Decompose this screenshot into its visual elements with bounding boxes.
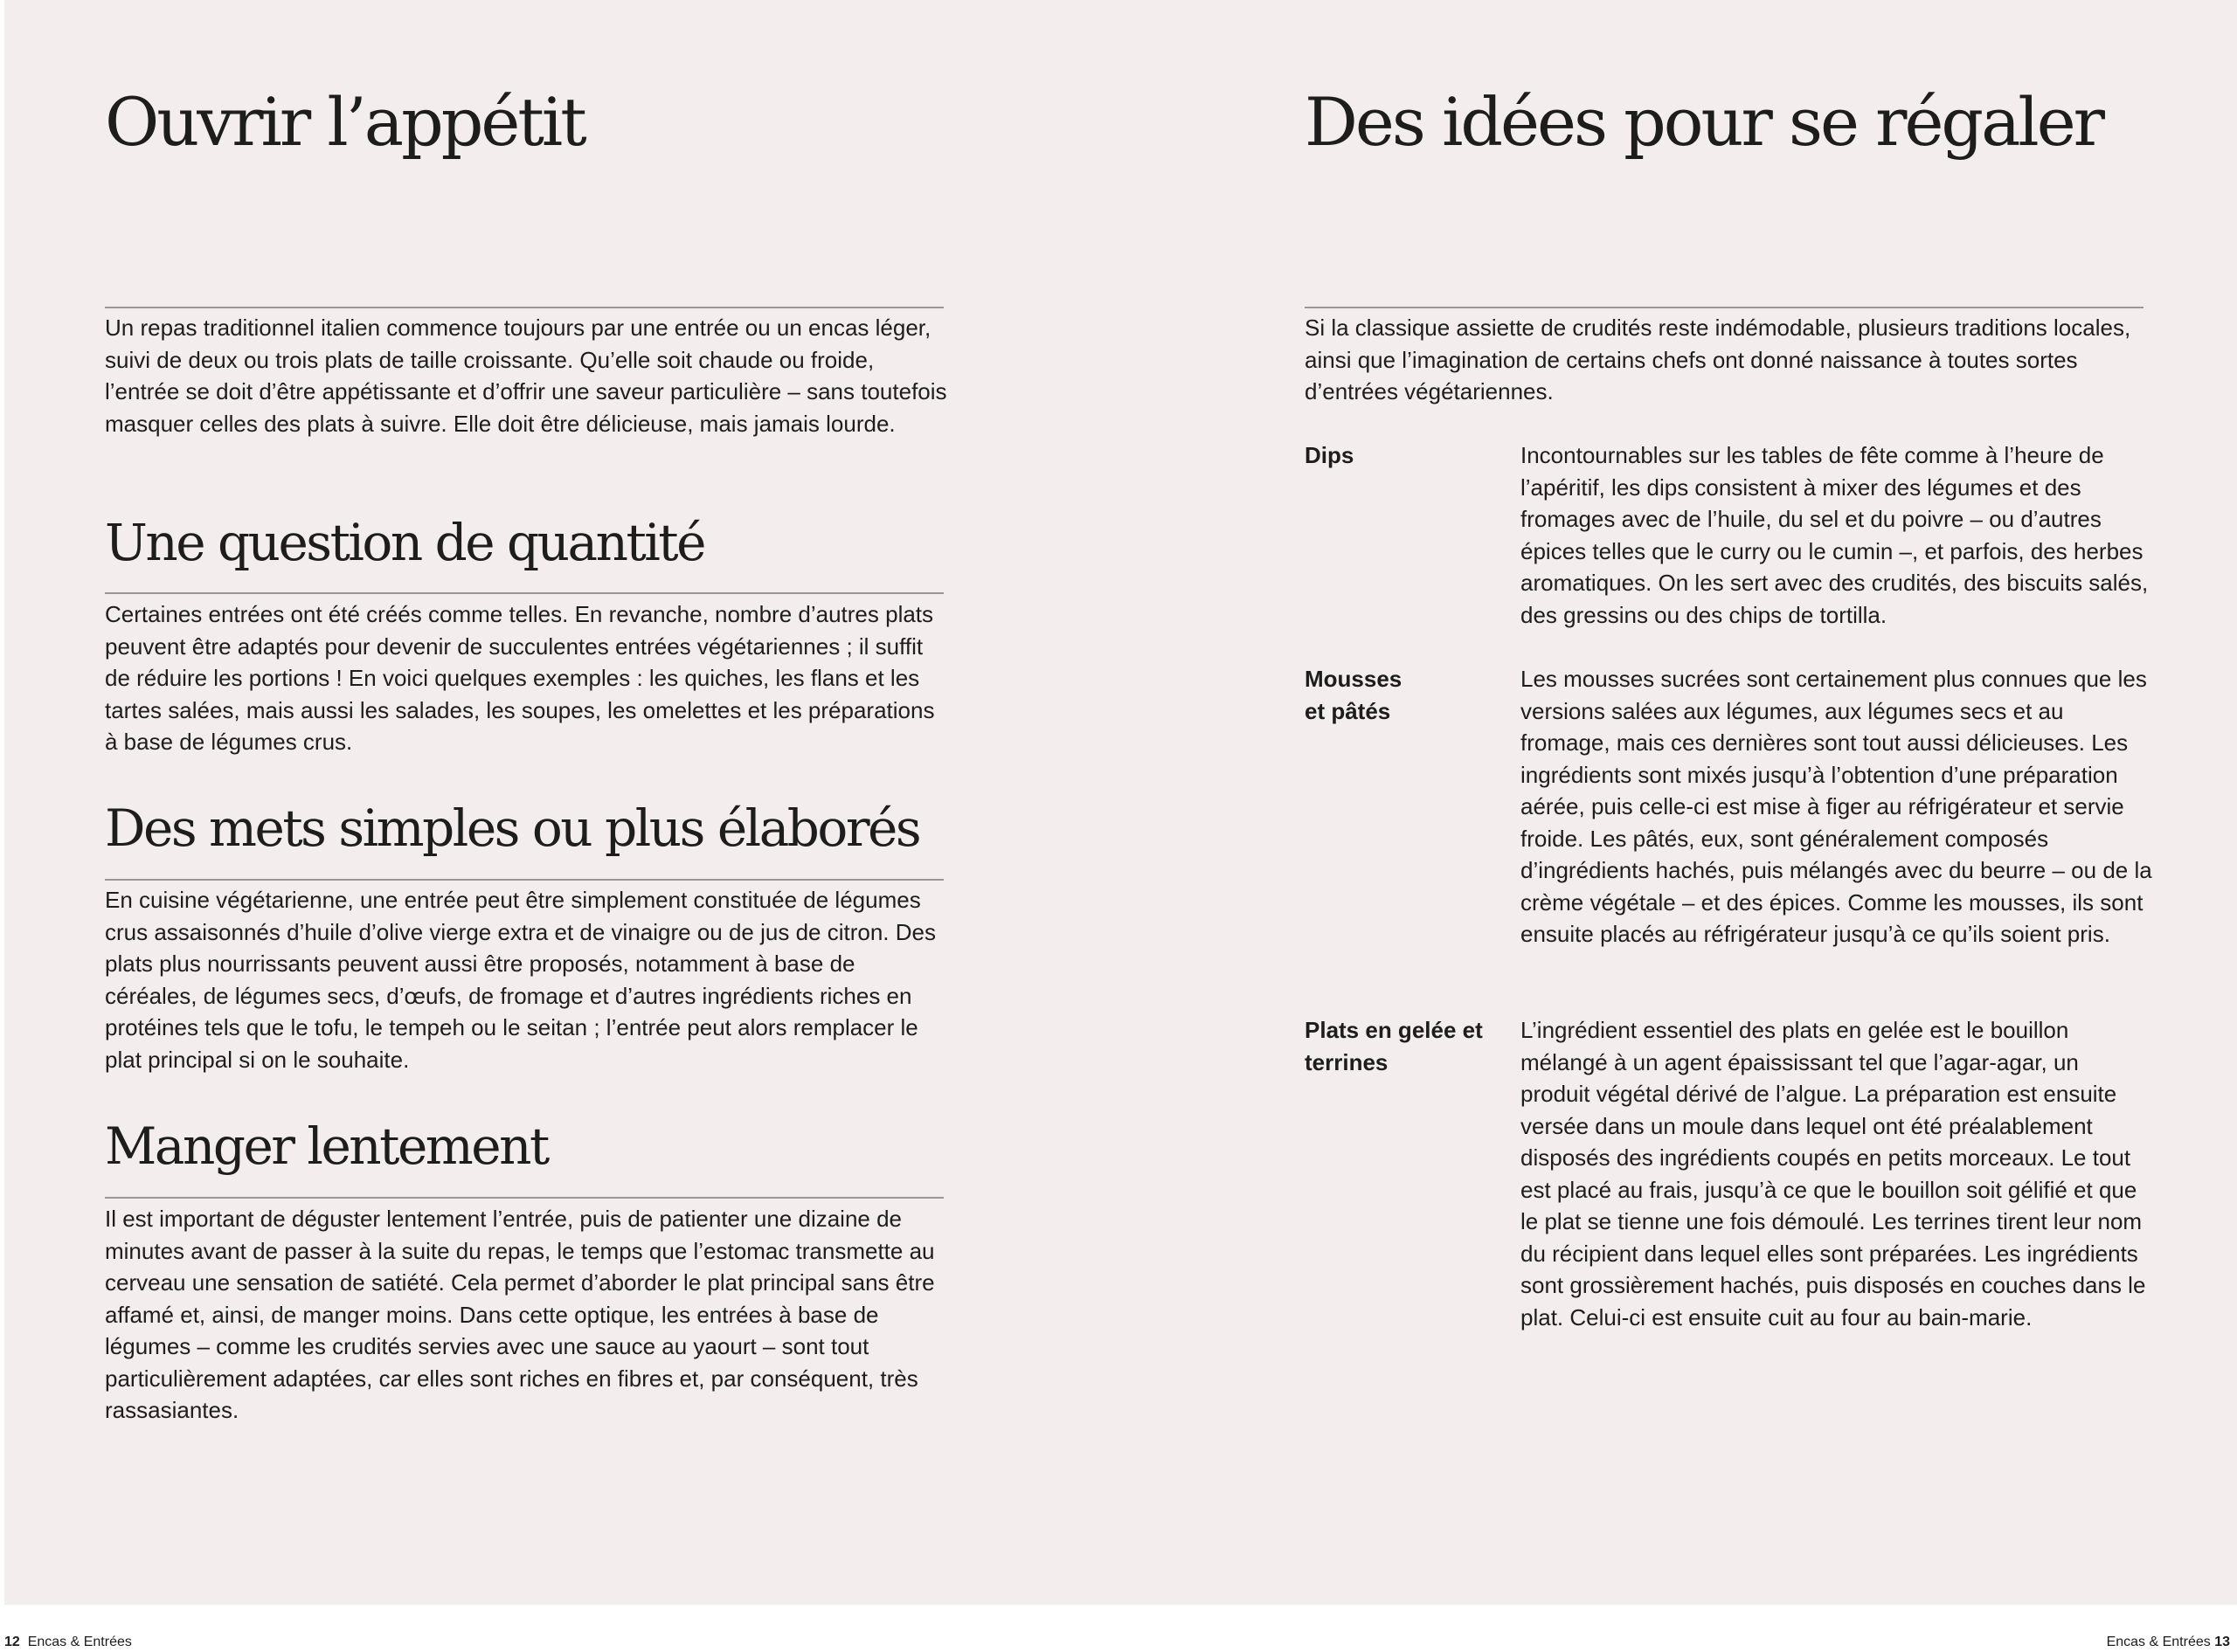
section-paragraph: Certaines entrées ont été créés comme telles. En revanche, nombre d’autres plats peuvent être adaptés pour devenir de succulentes entrées végétariennes ; il suffit de réduire les portions ! En voici quelques exemples : les quiches, les flans et les tartes salées, mais aussi les salades, les soupes, les omelettes et les préparations à base de légumes crus. (105, 601, 935, 755)
divider (1305, 307, 2144, 308)
section-name: Encas & Entrées (2106, 1635, 2211, 1649)
entry-term: Plats en gelée et terrines (1305, 1017, 1483, 1075)
footer-right (2107, 1634, 2230, 1651)
divider (105, 879, 944, 881)
page-title: Des idées pour se régaler (1305, 83, 2102, 161)
page-title: Ouvrir l’appétit (105, 83, 585, 161)
book-spread (4, 0, 2237, 1605)
entry-definition: Les mousses sucrées sont certainement plus connues que les versions salées aux légumes, aux légumes secs et au fromage, mais ces dernières sont tout aussi délicieuses. Les ingrédients sont mixés jusqu’à l’obtention d’une préparation aérée, puis celle-ci est mise à figer au réfrigérateur et servie froide. Les pâtés, eux, sont généralement composés d’ingrédients hachés, puis mélangés avec du beurre – ou de la crème végétale – et des épices. Comme les mousses, ils sont ensuite placés au réfrigérateur jusqu’à ce qu’ils soient pris. (1520, 666, 2152, 947)
divider (105, 1197, 944, 1199)
intro-paragraph: Un repas traditionnel italien commence toujours par une entrée ou un encas léger, suivi de deux ou trois plats de taille croissante. Qu’elle soit chaude ou froide, l’entrée se doit d’être appétissante et d’offrir une saveur particulière – sans toutefois masquer celles des plats à suivre. Elle doit être délicieuse, mais jamais lourde. (105, 315, 947, 437)
section-heading: Manger lentement (105, 1116, 548, 1176)
section-paragraph: Il est important de déguster lentement l’entrée, puis de patienter une dizaine de minutes avant de passer à la suite du repas, le temps que l’estomac transmette au cerveau une sensation de satiété. Cela permet d’aborder le plat principal sans être affamé et, ainsi, de manger moins. Dans cette optique, les entrées à base de légumes – comme les crudités servies avec une sauce au yaourt – sont tout particulièrement adaptées, car elles sont riches en fibres et, par conséquent, très rassasiantes. (105, 1206, 935, 1423)
entry-term: Mousses et pâtés (1305, 666, 1402, 724)
section-heading: Des mets simples ou plus élaborés (105, 798, 920, 858)
entry-definition: L’ingrédient essentiel des plats en gelée est le bouillon mélangé à un agent épaississant tel que l’agar-agar, un produit végétal dérivé de l’algue. La préparation est ensuite versée dans un moule dans lequel ont été préalablement disposés des ingrédients coupés en petits morceaux. Le tout est placé au frais, jusqu’à ce que le bouillon soit gélifié et que le plat se tienne une fois démoulé. Les terrines tirent leur nom du récipient dans lequel elles sont préparées. Les ingrédients sont grossièrement hachés, puis disposés en couches dans le plat. Celui-ci est ensuite cuit au four au bain-marie. (1520, 1017, 2146, 1331)
section-name: Encas & Entrées (27, 1635, 132, 1649)
section-heading: Une question de quantité (105, 513, 704, 572)
page-number: 12 (4, 1635, 20, 1649)
entry-term: Dips (1305, 442, 1354, 468)
divider (105, 307, 944, 308)
intro-paragraph: Si la classique assiette de crudités reste indémodable, plusieurs traditions locales, ainsi que l’imagination de certains chefs ont donné naissance à toutes sortes d’entrées végétariennes. (1305, 315, 2131, 404)
page-number: 13 (2214, 1635, 2230, 1649)
entry-definition: Incontournables sur les tables de fête comme à l’heure de l’apéritif, les dips consistent à mixer des légumes et des fromages avec de l’huile, du sel et du poivre – ou d’autres épices telles que le curry ou le cumin –, et parfois, des herbes aromatiques. On les sert avec des crudités, des biscuits salés, des gressins ou des chips de tortilla. (1520, 442, 2149, 628)
divider (105, 592, 944, 594)
section-paragraph: En cuisine végétarienne, une entrée peut être simplement constituée de légumes crus assaisonnés d’huile d’olive vierge extra et de vinaigre ou de jus de citron. Des plats plus nourrissants peuvent aussi être proposés, notamment à base de céréales, de légumes secs, d’œufs, de fromage et d’autres ingrédients riches en protéines tels que le tofu, le tempeh ou le seitan ; l’entrée peut alors remplacer le plat principal si on le souhaite. (105, 887, 936, 1073)
footer-left (4, 1634, 132, 1651)
